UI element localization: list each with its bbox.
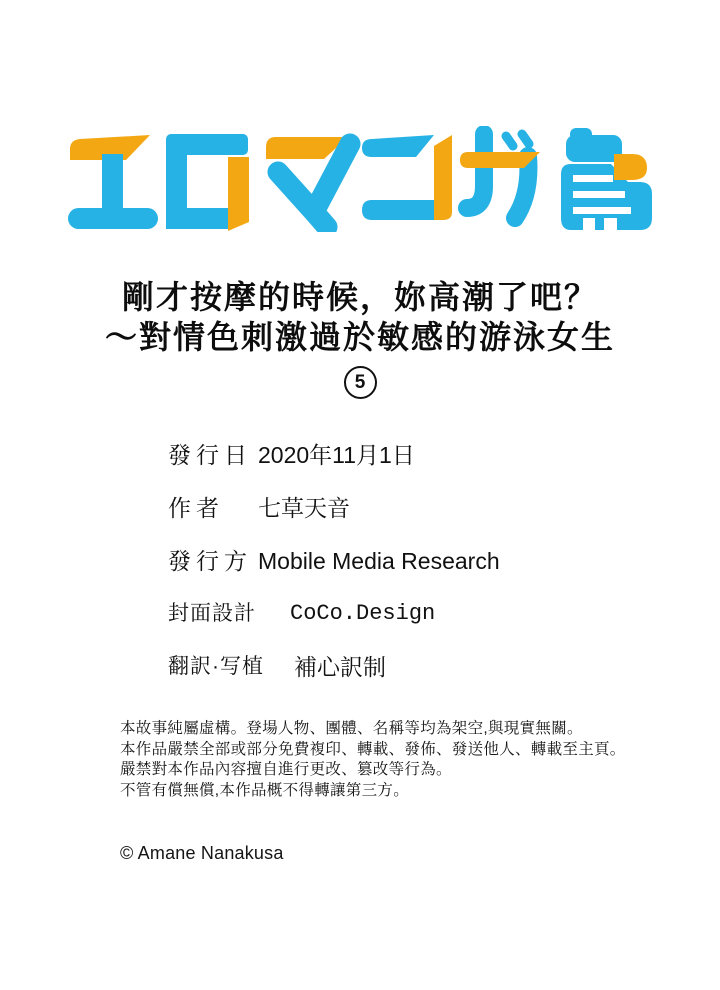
credit-value: 補心訳制	[294, 654, 386, 680]
logo-glyph-e	[68, 135, 158, 229]
disclaimer-line: 本作品嚴禁全部或部分免費複印、轉載、發佈、發送他人、轉載至主頁。	[120, 740, 626, 758]
credit-label: 翻訳·写植	[168, 655, 264, 678]
credit-value: 2020年11月1日	[258, 442, 415, 468]
work-title	[0, 277, 720, 357]
volume-badge	[0, 366, 720, 399]
disclaimer-line: 嚴禁對本作品內容擅自進行更改、篡改等行為。	[120, 761, 452, 778]
credit-label: 封面設計	[168, 602, 256, 625]
credits-list	[168, 440, 500, 705]
credit-row-author	[168, 493, 500, 523]
credit-label: 發行方	[168, 548, 252, 574]
credit-value: CoCo.Design	[290, 601, 436, 626]
logo-glyph-n	[362, 135, 452, 220]
credit-row-translation	[168, 652, 500, 682]
logo-glyph-ga	[460, 134, 540, 218]
logo-glyph-ro	[166, 134, 249, 231]
credit-value: 七草天音	[258, 495, 350, 521]
credit-row-publish-date	[168, 440, 500, 470]
volume-number: 5	[344, 366, 377, 399]
credit-row-cover-design	[168, 599, 500, 629]
work-title-line1: 剛才按摩的時候，妳高潮了吧？	[121, 279, 598, 315]
credit-label: 作者	[168, 495, 224, 521]
eromanga-island-logo	[66, 126, 654, 232]
disclaimer-line: 不管有償無償,本作品概不得轉讓第三方。	[120, 781, 410, 799]
logo-glyph-ma	[266, 137, 350, 227]
copyright-text: © Amane Nanakusa	[120, 843, 284, 863]
credit-label: 發行日	[168, 442, 252, 468]
work-title-line2: ～對情色刺激過於敏感的游泳女生	[104, 319, 615, 355]
credit-value: Mobile Media Research	[258, 548, 500, 574]
legal-disclaimer	[120, 719, 626, 801]
credit-row-publisher	[168, 546, 500, 576]
disclaimer-line: 本故事純屬虛構。登場人物、團體、名稱等均為架空,與現實無關。	[120, 720, 583, 737]
logo-glyph-shima	[561, 128, 652, 230]
